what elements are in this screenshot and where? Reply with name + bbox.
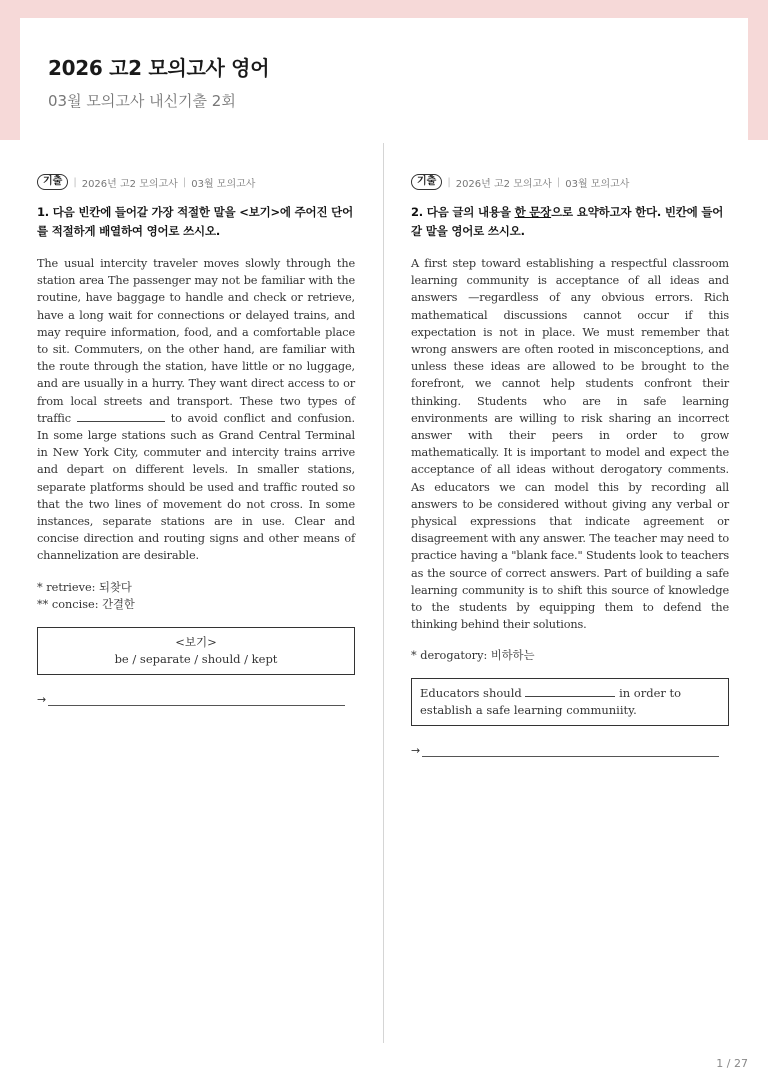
meta-separator: | (556, 176, 561, 188)
page-number: 1 / 27 (716, 1057, 748, 1070)
question-meta (37, 173, 355, 191)
answer-rule (48, 699, 345, 706)
blank-line[interactable] (77, 410, 165, 422)
passage: A first step toward establishing a respectful classroom learning community is acceptance of all ideas and answers —regardless of any obvious errors. Rich mathematical discussions cannot occur if this expectation is not in place. We must remember that wrong answers are often rooted in misconceptions, and unless these ideas are allowed to be brought to the forefront, we cannot help students confront their thinking. Students who are in safe learning environments are willing to risk sharing an incorrect answer with their peers in order to grow mathematically. It is important to model and expect the acceptance of all ideas without derogatory comments. As educators we can model this by recording all answers to be considered without giving any verbal or physical expressions that indicate agreement or disagreement with any answer. The teacher may need to practice having a "blank face." Students look to teachers as the source of correct answers. Part of building a safe learning community is to shift this source of knowledge to the students by equipping them to defend the thinking behind their solutions. (411, 257, 729, 632)
word-box-words: be / separate / should / kept (114, 651, 278, 666)
passage-text-1: The usual intercity traveler moves slowly through the station area The passenger may not be familiar with the routine, have baggage to handle and check or retrieve, have a long wait for connections or delayed trains, and may require information, food, and a comfortable place to sit. Commuters, on the other hand, are familiar with the route through the station, have little or no luggage, and are usually in a hurry. They want direct access to or from local streets and transport. These two types of traffic (37, 257, 355, 425)
summary-box (411, 678, 729, 726)
answer-line[interactable] (37, 693, 355, 706)
blank-line[interactable] (525, 685, 615, 697)
prompt-underlined: 한 문장 (514, 205, 552, 219)
footnote: * retrieve: 되찾다 (37, 580, 132, 594)
document-title: 2026 고2 모의고사 영어 (48, 56, 270, 80)
meta-month: 03월 모의고사 (191, 178, 256, 190)
document-subtitle: 03월 모의고사 내신기출 2회 (48, 92, 236, 110)
source-tag: 기출 (37, 174, 68, 190)
answer-rule (422, 750, 719, 757)
question-meta (411, 173, 729, 191)
meta-separator: | (73, 176, 77, 188)
meta-year: 2026년 고2 모의고사 (81, 178, 178, 190)
prompt-text-a: 2. 다음 글의 내용을 (411, 205, 515, 219)
passage (37, 255, 355, 565)
footnotes (37, 579, 355, 613)
source-tag: 기출 (411, 174, 442, 190)
passage-text-2: to avoid conflict and confusion. In some large stations such as Grand Central Terminal in New York City, commuter and intercity trains arrive and depart on different levels. In smaller stations, separate platforms should be used and traffic routed so that the two lines of movement do not cross. In some instances, separate stations are in use. Clear and concise direction and routing signs and other means of channelization are desirable. (37, 411, 355, 563)
summary-text-b: in order to establish a safe learning communiity. (420, 686, 682, 718)
prompt-text-b: 으로 요약하고자 한다. 빈칸에 들어갈 말을 영어로 쓰시오. (411, 205, 724, 238)
meta-separator: | (182, 176, 187, 188)
meta-separator: | (447, 176, 451, 188)
arrow-icon: → (411, 744, 421, 758)
meta-month: 03월 모의고사 (565, 178, 630, 190)
question-1 (37, 173, 355, 706)
footnote: ** concise: 간결한 (37, 597, 135, 611)
word-box-title: <보기> (175, 634, 217, 649)
meta-year: 2026년 고2 모의고사 (455, 178, 552, 190)
answer-line[interactable] (411, 744, 729, 757)
arrow-icon: → (37, 692, 47, 706)
summary-text-a: Educators should (420, 686, 522, 701)
question-prompt (411, 203, 729, 241)
footnotes (411, 647, 729, 664)
question-prompt: 1. 다음 빈칸에 들어갈 가장 적절한 말을 <보기>에 주어진 단어를 적절하게 배열하여 영어로 쓰시오. (37, 205, 353, 238)
question-2 (411, 173, 729, 757)
word-box (37, 627, 355, 675)
footnote: * derogatory: 비하하는 (411, 649, 535, 663)
column-divider (383, 143, 384, 1043)
